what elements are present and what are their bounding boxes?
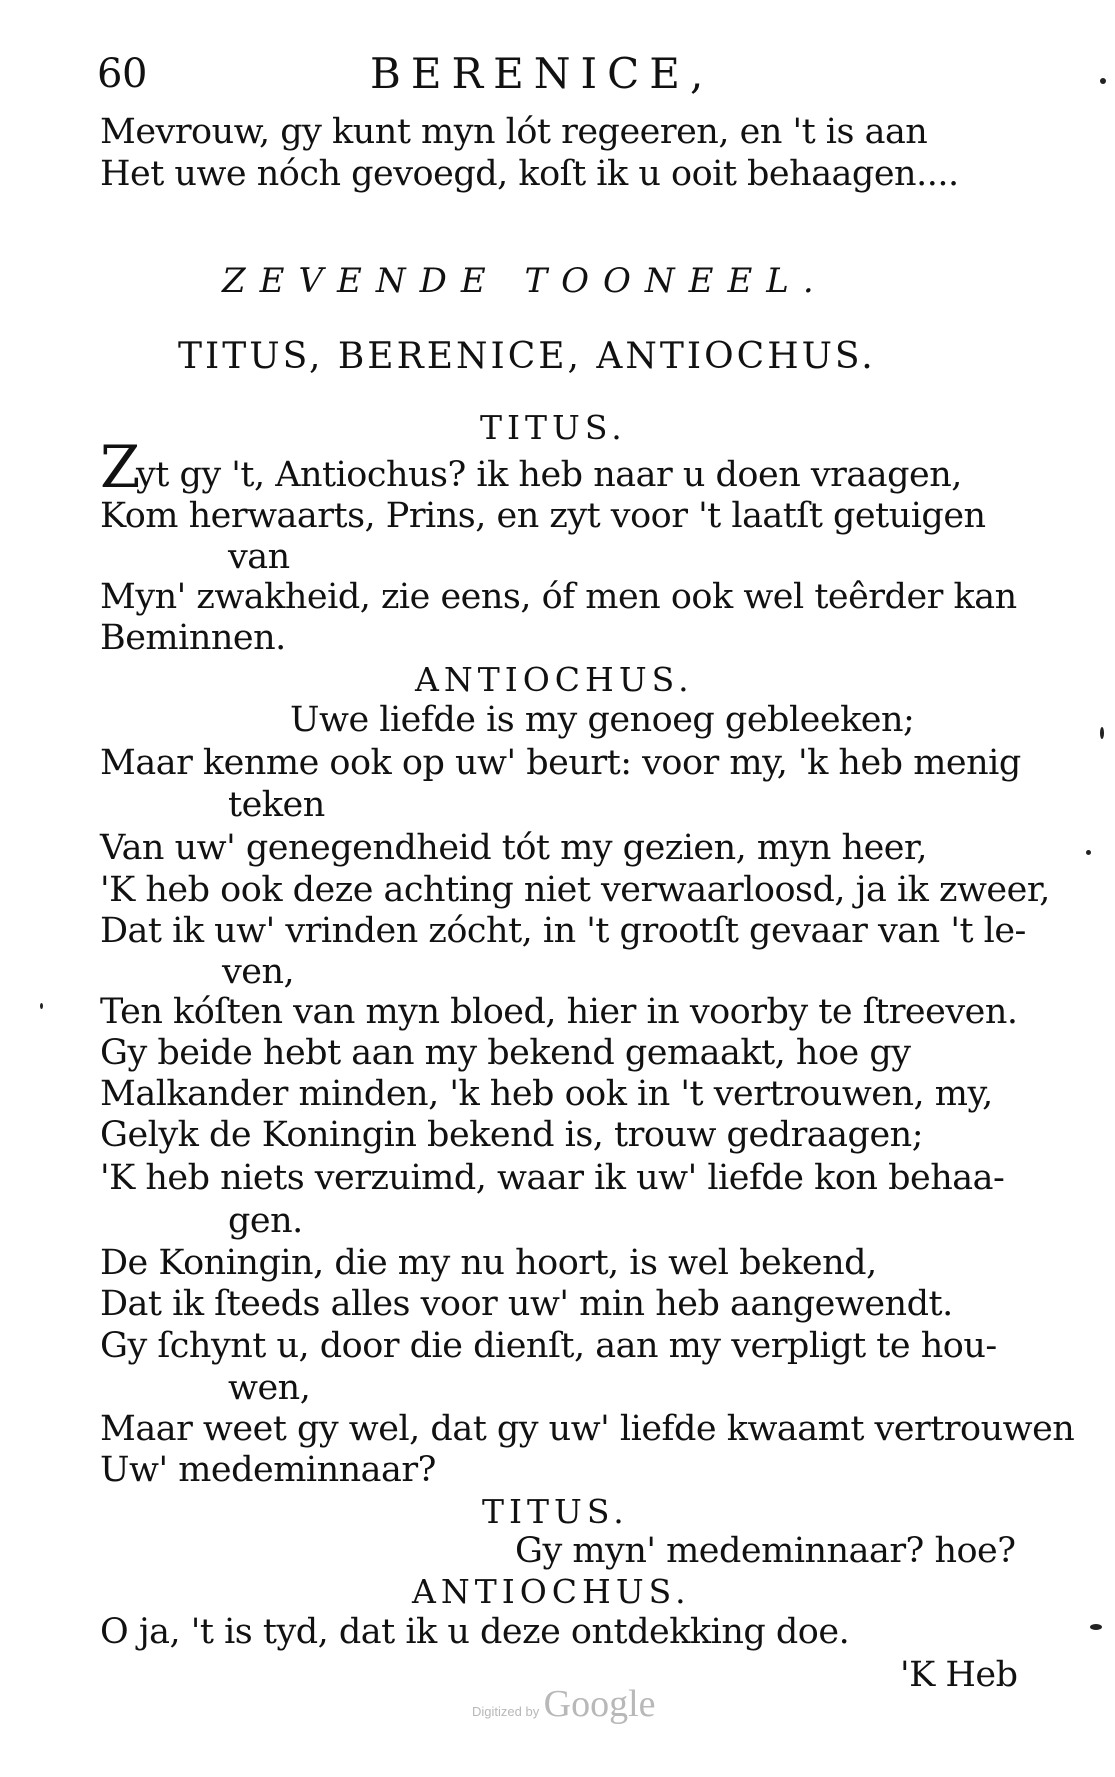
verse-line: Maar kenme ook op uw' beurt: voor my, 'k heb menig <box>100 743 1021 783</box>
verse-line: 'K heb niets verzuimd, waar ik uw' liefde kon behaa- <box>100 1158 1005 1198</box>
speaker-name: TITUS. <box>482 1492 629 1531</box>
verse-line: Beminnen. <box>100 618 286 658</box>
verse-line: Malkander minden, 'k heb ook in 't vertrouwen, my, <box>100 1074 993 1114</box>
digitized-watermark <box>472 1682 656 1726</box>
cast-list: TITUS, BERENICE, ANTIOCHUS. <box>178 336 876 377</box>
verse-line: teken <box>228 785 325 825</box>
verse-line: Ten kóſten van myn bloed, hier in voorby te ſtreeven. <box>100 992 1018 1032</box>
running-title: BERENICE, <box>370 49 714 98</box>
opening-line-2: Het uwe nóch gevoegd, koſt ik u ooit behaagen.... <box>100 154 959 194</box>
verse-line: Gelyk de Koningin bekend is, trouw gedraagen; <box>100 1115 923 1155</box>
verse-line: Maar weet gy wel, dat gy uw' liefde kwaamt vertrouwen <box>100 1409 1075 1449</box>
verse-line: 'K heb ook deze achting niet verwaarloosd, ja ik zweer, <box>100 870 1050 910</box>
scan-speck <box>1090 1624 1102 1630</box>
verse-line: Gy myn' medeminnaar? hoe? <box>515 1531 1016 1571</box>
speaker-name: TITUS. <box>480 408 627 447</box>
verse-line: Myn' zwakheid, zie eens, óf men ook wel teêrder kan <box>100 577 1017 617</box>
scan-speck <box>1100 727 1104 739</box>
verse-line: gen. <box>228 1201 303 1241</box>
scan-speck <box>1086 850 1091 855</box>
verse-line: van <box>228 537 290 577</box>
opening-line-1: Mevrouw, gy kunt myn lót regeeren, en 't is aan <box>100 112 928 152</box>
verse-line: Gy ſchynt u, door die dienſt, aan my verpligt te hou- <box>100 1326 997 1366</box>
scene-heading: ZEVENDE TOONEEL. <box>222 261 828 301</box>
drop-initial: Z <box>100 433 140 501</box>
speaker-name: ANTIOCHUS. <box>412 1572 691 1611</box>
verse-line: Kom herwaarts, Prins, en zyt voor 't laatſt getuigen <box>100 496 986 536</box>
verse-line: Dat ik uw' vrinden zócht, in 't grootſt gevaar van 't le- <box>100 911 1026 951</box>
verse-line: ven, <box>222 952 295 992</box>
verse-line: O ja, 't is tyd, dat ik u deze ontdekking doe. <box>100 1612 850 1652</box>
catchword: 'K Heb <box>900 1655 1018 1695</box>
scan-speck <box>1100 78 1106 84</box>
scan-speck <box>40 1003 43 1009</box>
verse-line: De Koningin, die my nu hoort, is wel bekend, <box>100 1243 877 1283</box>
verse-line: Dat ik ſteeds alles voor uw' min heb aangewendt. <box>100 1284 953 1324</box>
verse-line: wen, <box>228 1368 311 1408</box>
verse-line: Van uw' genegendheid tót my gezien, myn heer, <box>100 828 928 868</box>
verse-line: yt gy 't, Antiochus? ik heb naar u doen vraagen, <box>136 455 962 495</box>
google-logo: Google <box>543 1683 656 1725</box>
verse-line: Uwe liefde is my genoeg gebleeken; <box>290 700 915 740</box>
verse-line: Uw' medeminnaar? <box>100 1450 436 1490</box>
speaker-name: ANTIOCHUS. <box>415 660 694 699</box>
verse-line: Gy beide hebt aan my bekend gemaakt, hoe gy <box>100 1033 911 1073</box>
watermark-prefix: Digitized by <box>472 1704 540 1719</box>
page-number: 60 <box>97 51 147 97</box>
